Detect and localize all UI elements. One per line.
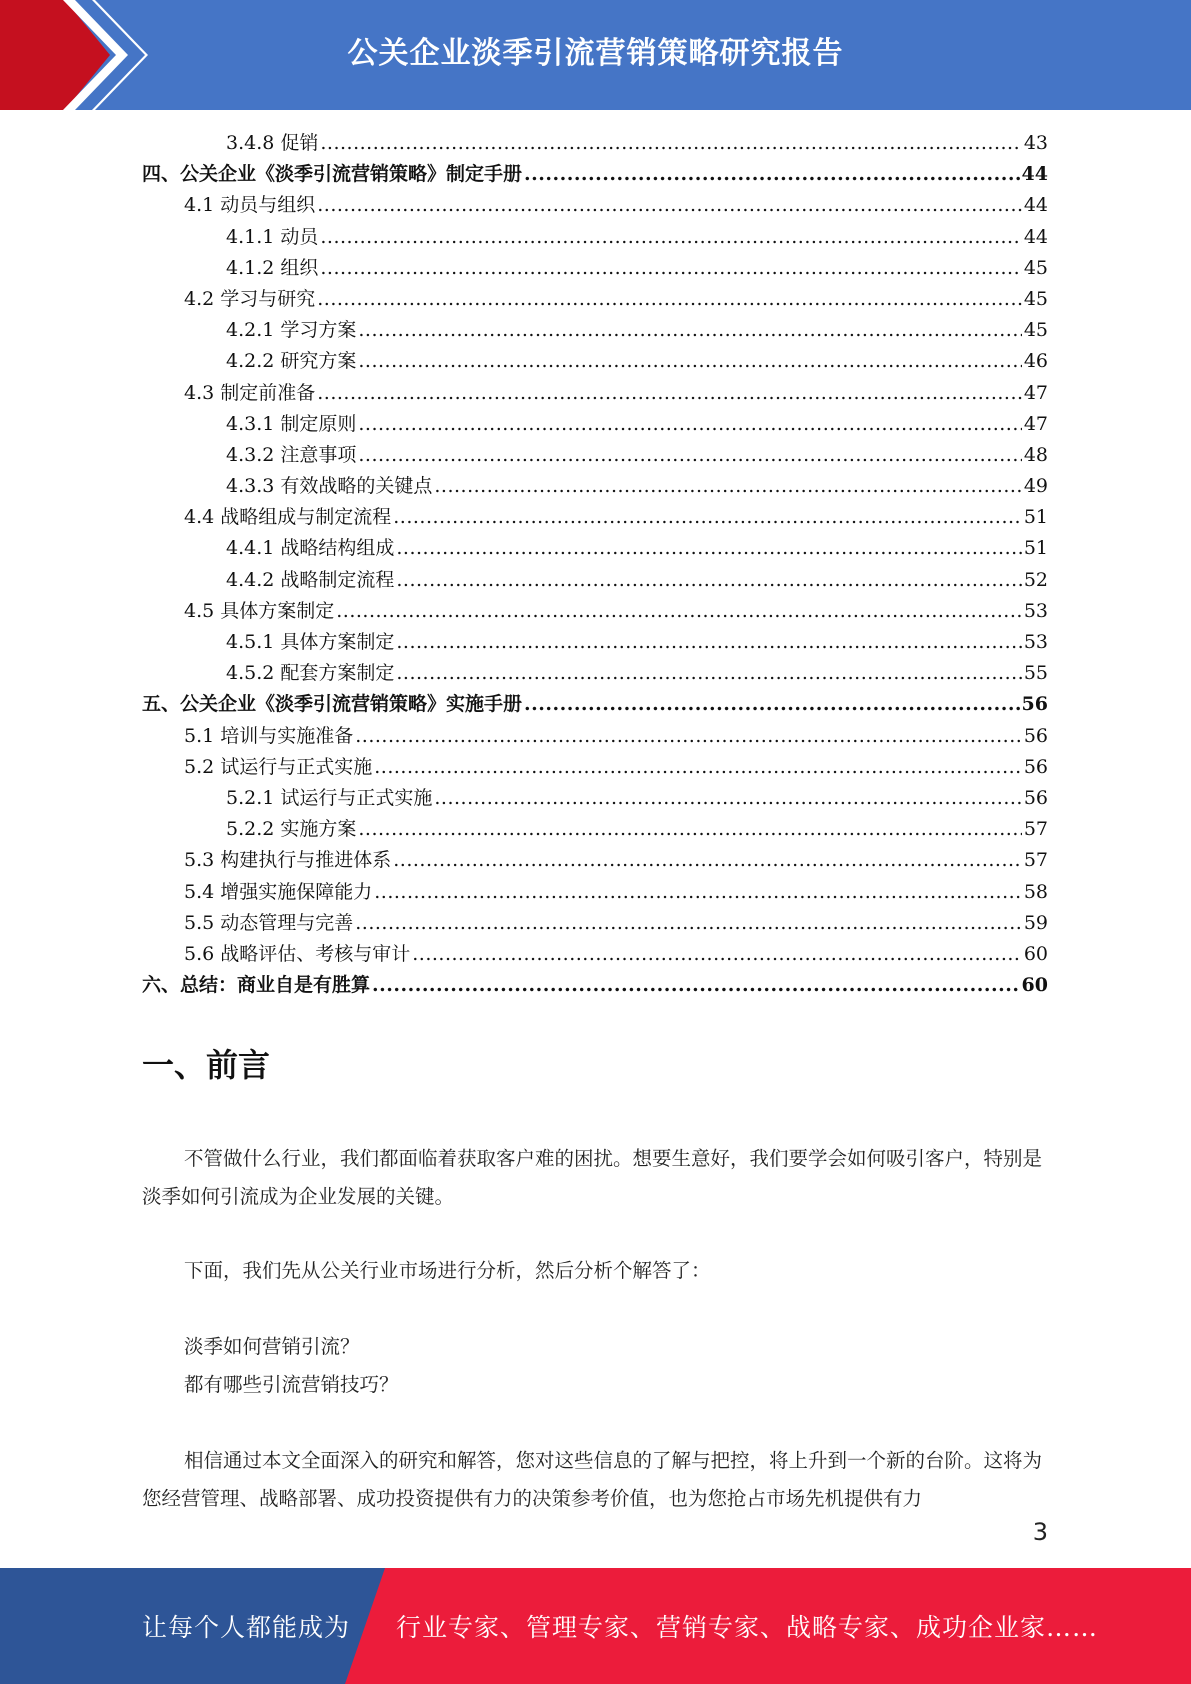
toc-entry-title: 六、总结：商业自是有胜算 xyxy=(142,974,371,997)
toc-entry-page: 44 xyxy=(1023,194,1048,217)
toc-entry[interactable] xyxy=(142,159,1048,190)
toc-entry-page: 47 xyxy=(1023,381,1048,404)
toc-dot-leader xyxy=(320,222,1021,253)
toc-entry-title: 4.3.1 制定原则 xyxy=(226,412,357,435)
toc-dot-leader xyxy=(336,596,1022,627)
toc-dot-leader xyxy=(320,253,1021,284)
toc-dot-leader xyxy=(358,440,1021,471)
toc-dot-leader xyxy=(320,128,1021,159)
toc-dot-leader xyxy=(358,814,1021,845)
toc-entry[interactable] xyxy=(142,409,1048,440)
toc-entry[interactable] xyxy=(142,565,1048,596)
toc-dot-leader xyxy=(393,502,1022,533)
toc-entry-title: 4.1.2 组织 xyxy=(226,256,319,279)
table-of-contents xyxy=(142,128,1048,1001)
page-footer xyxy=(0,1568,1191,1684)
toc-entry[interactable] xyxy=(142,970,1048,1001)
toc-entry-title: 4.3 制定前准备 xyxy=(184,381,316,404)
toc-entry-page: 52 xyxy=(1023,568,1048,591)
toc-entry-page: 59 xyxy=(1023,911,1048,934)
toc-entry-title: 4.2 学习与研究 xyxy=(184,287,316,310)
toc-entry-page: 60 xyxy=(1021,974,1048,997)
toc-entry-title: 4.4.2 战略制定流程 xyxy=(226,568,395,591)
toc-entry-page: 44 xyxy=(1023,225,1048,248)
toc-entry-page: 55 xyxy=(1023,662,1048,685)
toc-entry-page: 46 xyxy=(1023,350,1048,373)
toc-dot-leader xyxy=(317,284,1022,315)
question-1: 淡季如何营销引流？ xyxy=(184,1335,360,1358)
toc-entry-page: 58 xyxy=(1023,880,1048,903)
toc-dot-leader xyxy=(355,908,1022,939)
toc-dot-leader xyxy=(434,471,1021,502)
toc-entry-page: 56 xyxy=(1023,724,1048,747)
toc-dot-leader xyxy=(412,939,1022,970)
toc-entry[interactable] xyxy=(142,253,1048,284)
toc-entry[interactable] xyxy=(142,128,1048,159)
toc-entry[interactable] xyxy=(142,814,1048,845)
toc-entry-page: 53 xyxy=(1023,599,1048,622)
toc-entry-page: 48 xyxy=(1023,443,1048,466)
toc-entry[interactable] xyxy=(142,783,1048,814)
toc-dot-leader xyxy=(396,658,1021,689)
footer-slogan-right: 行业专家、管理专家、营销专家、战略专家、成功企业家…… xyxy=(396,1613,1099,1642)
toc-dot-leader xyxy=(374,877,1022,908)
toc-entry-page: 49 xyxy=(1023,475,1048,498)
toc-entry[interactable] xyxy=(142,440,1048,471)
toc-entry-page: 57 xyxy=(1023,818,1048,841)
section-title: 一、前言 xyxy=(142,1046,271,1084)
toc-entry-page: 45 xyxy=(1023,287,1048,310)
page-number: 3 xyxy=(1032,1518,1048,1546)
toc-dot-leader xyxy=(372,970,1020,1001)
toc-entry-page: 60 xyxy=(1023,942,1048,965)
toc-entry[interactable] xyxy=(142,284,1048,315)
toc-entry[interactable] xyxy=(142,533,1048,564)
toc-entry-title: 4.3.3 有效战略的关键点 xyxy=(226,475,433,498)
toc-entry-title: 3.4.8 促销 xyxy=(226,132,319,154)
question-2: 都有哪些引流营销技巧？ xyxy=(184,1373,399,1396)
toc-entry-page: 56 xyxy=(1021,693,1048,716)
toc-entry[interactable] xyxy=(142,190,1048,221)
toc-entry-title: 5.2 试运行与正式实施 xyxy=(184,755,373,778)
toc-entry-title: 4.2.2 研究方案 xyxy=(226,350,357,373)
toc-entry[interactable] xyxy=(142,658,1048,689)
toc-dot-leader xyxy=(317,190,1022,221)
toc-entry-title: 4.5.1 具体方案制定 xyxy=(226,631,395,653)
toc-entry-page: 56 xyxy=(1023,755,1048,778)
toc-entry-title: 4.2.1 学习方案 xyxy=(226,319,357,342)
page-header xyxy=(0,0,1191,110)
toc-entry[interactable] xyxy=(142,689,1048,720)
toc-entry-page: 45 xyxy=(1023,256,1048,279)
toc-dot-leader xyxy=(355,721,1022,752)
toc-entry[interactable] xyxy=(142,908,1048,939)
toc-dot-leader xyxy=(358,315,1021,346)
toc-entry-page: 44 xyxy=(1021,163,1048,186)
closing-paragraph: 相信通过本文全面深入的研究和解答，您对这些信息的了解与把控，将上升到一个新的台阶。这将为您经营管理、战略部署、成功投资提供有力的决策参考价值，也为您抢占市场先机提供有力 xyxy=(142,1449,1043,1510)
toc-entry[interactable] xyxy=(142,877,1048,908)
toc-entry-page: 56 xyxy=(1023,786,1048,809)
toc-entry-title: 5.3 构建执行与推进体系 xyxy=(184,849,392,872)
toc-entry-title: 4.5 具体方案制定 xyxy=(184,599,335,622)
analysis-paragraph: 下面，我们先从公关行业市场进行分析，然后分析个解答了： xyxy=(184,1259,711,1282)
toc-entry[interactable] xyxy=(142,471,1048,502)
toc-entry-title: 5.6 战略评估、考核与审计 xyxy=(184,942,411,965)
toc-entry[interactable] xyxy=(142,502,1048,533)
toc-entry[interactable] xyxy=(142,346,1048,377)
toc-dot-leader xyxy=(524,159,1020,190)
toc-dot-leader xyxy=(393,845,1022,876)
toc-entry[interactable] xyxy=(142,845,1048,876)
toc-entry-page: 53 xyxy=(1023,631,1048,653)
toc-entry[interactable] xyxy=(142,596,1048,627)
toc-dot-leader xyxy=(396,627,1021,658)
toc-entry-title: 5.1 培训与实施准备 xyxy=(184,724,354,747)
toc-dot-leader xyxy=(396,565,1021,596)
toc-entry[interactable] xyxy=(142,222,1048,253)
toc-dot-leader xyxy=(358,346,1021,377)
toc-entry-title: 四、公关企业《淡季引流营销策略》制定手册 xyxy=(142,163,523,186)
toc-entry-title: 4.4 战略组成与制定流程 xyxy=(184,506,392,529)
toc-entry[interactable] xyxy=(142,315,1048,346)
toc-dot-leader xyxy=(358,409,1021,440)
toc-dot-leader xyxy=(434,783,1021,814)
toc-entry[interactable] xyxy=(142,378,1048,409)
toc-entry-page: 57 xyxy=(1023,849,1048,872)
toc-entry[interactable] xyxy=(142,752,1048,783)
toc-dot-leader xyxy=(374,752,1022,783)
toc-entry-page: 43 xyxy=(1023,132,1048,154)
toc-entry-page: 51 xyxy=(1023,537,1048,560)
header-title: 公关企业淡季引流营销策略研究报告 xyxy=(347,36,844,71)
toc-entry-title: 5.2.1 试运行与正式实施 xyxy=(226,786,433,809)
toc-entry-title: 4.1 动员与组织 xyxy=(184,194,316,217)
toc-dot-leader xyxy=(317,378,1022,409)
footer-slogan-left: 让每个人都能成为 xyxy=(142,1613,351,1642)
toc-entry-title: 4.1.1 动员 xyxy=(226,225,319,248)
toc-dot-leader xyxy=(524,689,1020,720)
toc-entry-title: 5.4 增强实施保障能力 xyxy=(184,880,373,903)
toc-entry-page: 51 xyxy=(1023,506,1048,529)
toc-entry-title: 4.4.1 战略结构组成 xyxy=(226,537,395,560)
toc-entry-title: 5.5 动态管理与完善 xyxy=(184,911,354,934)
toc-entry-page: 47 xyxy=(1023,412,1048,435)
toc-entry-title: 4.3.2 注意事项 xyxy=(226,443,357,466)
toc-entry[interactable] xyxy=(142,627,1048,658)
toc-entry-title: 4.5.2 配套方案制定 xyxy=(226,662,395,685)
toc-entry[interactable] xyxy=(142,721,1048,752)
intro-paragraph: 不管做什么行业，我们都面临着获取客户难的困扰。想要生意好，我们要学会如何吸引客户，特别是淡季如何引流成为企业发展的关键。 xyxy=(142,1147,1043,1208)
toc-dot-leader xyxy=(396,533,1021,564)
toc-entry-page: 45 xyxy=(1023,319,1048,342)
toc-entry-title: 5.2.2 实施方案 xyxy=(226,818,357,841)
toc-entry-title: 五、公关企业《淡季引流营销策略》实施手册 xyxy=(142,693,523,716)
toc-entry[interactable] xyxy=(142,939,1048,970)
